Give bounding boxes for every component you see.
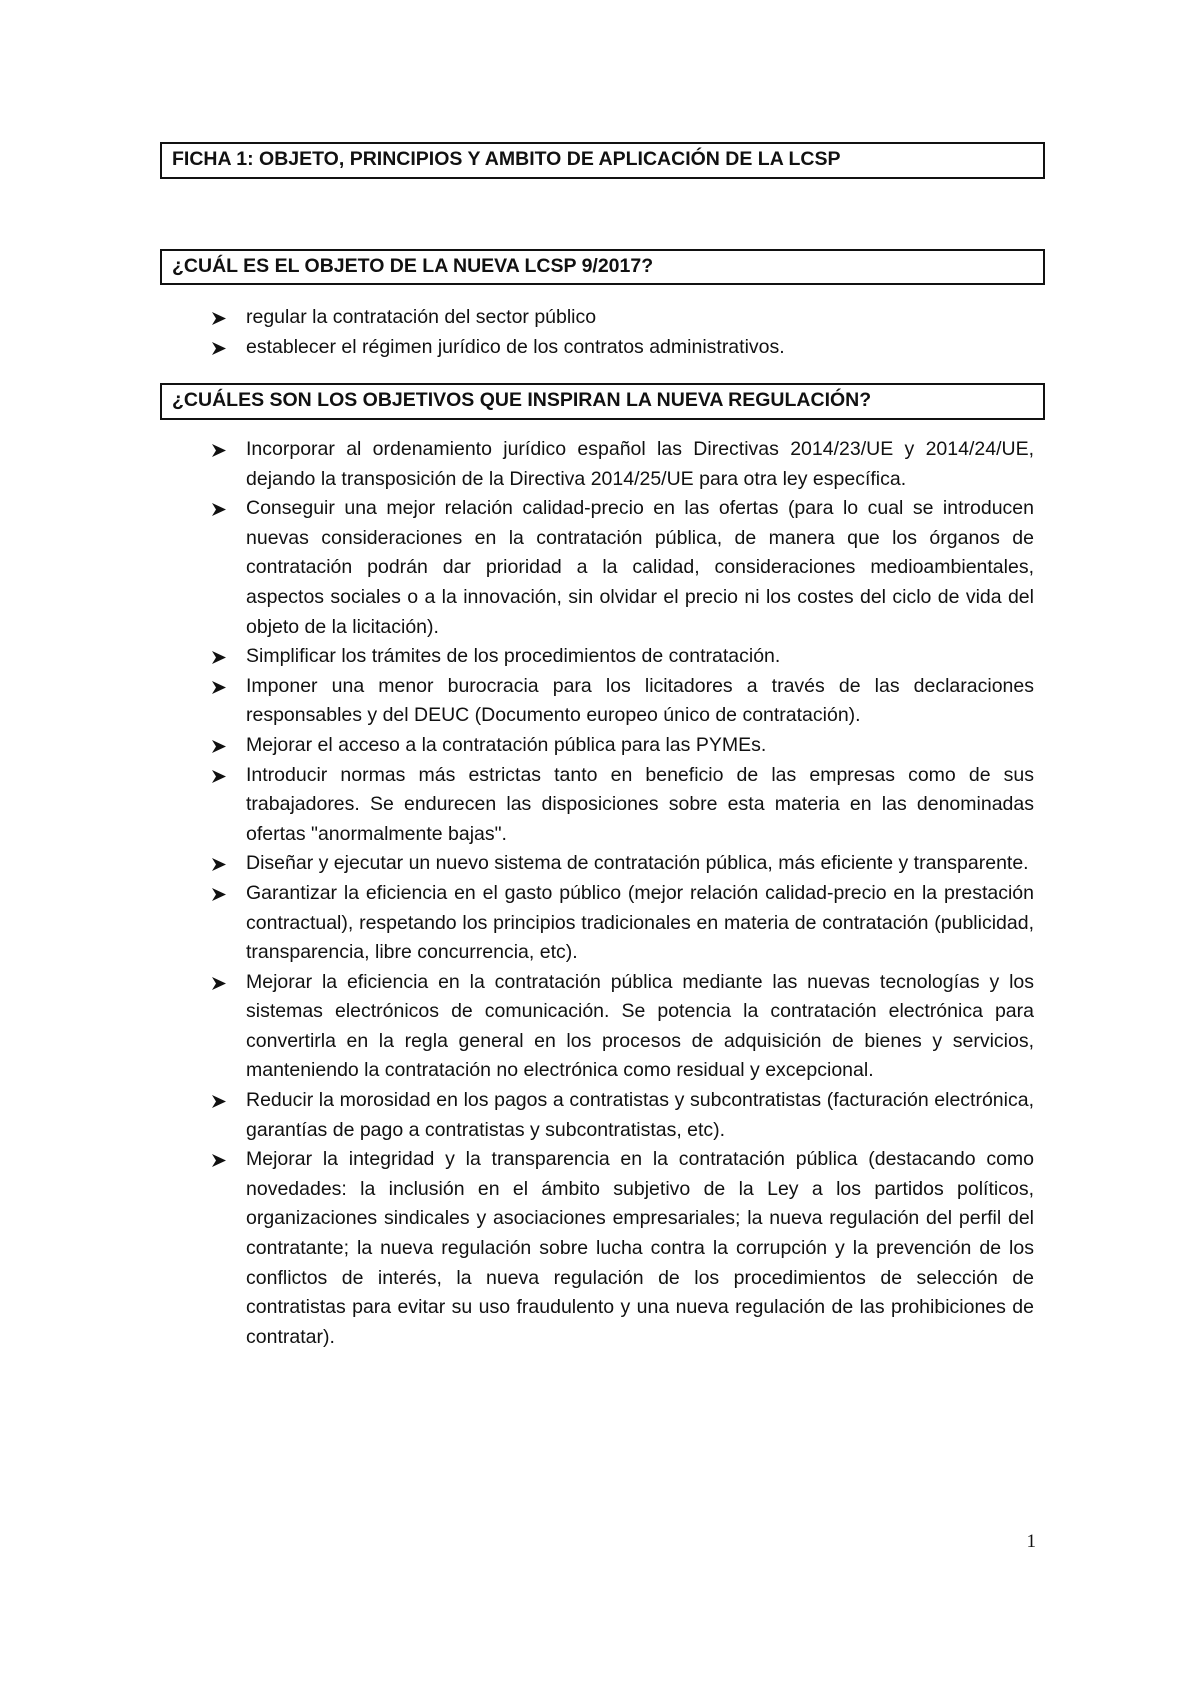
arrowhead-bullet-icon bbox=[212, 312, 226, 325]
list-item bbox=[212, 642, 1034, 672]
ficha-title-box: FICHA 1: OBJETO, PRINCIPIOS Y AMBITO DE APLICACIÓN DE LA LCSP bbox=[160, 142, 1045, 179]
arrowhead-bullet-icon bbox=[212, 740, 226, 753]
list-item bbox=[212, 849, 1034, 879]
objeto-question-box: ¿CUÁL ES EL OBJETO DE LA NUEVA LCSP 9/2017? bbox=[160, 249, 1045, 285]
arrowhead-bullet-icon bbox=[212, 503, 226, 516]
list-item-text: Incorporar al ordenamiento jurídico español las Directivas 2014/23/UE y 2014/24/UE, dejando la transposición de la Directiva 2014/25/UE para otra ley específica. bbox=[246, 438, 1034, 490]
list-item-text: Mejorar la eficiencia en la contratación pública mediante las nuevas tecnologías y los sistemas electrónicos de comunicación. Se potencia la contratación electrónica para convertirla en la regla general en los procesos de adquisición de bienes y servicios, manteniendo la contratación no electrónica como residual y excepcional. bbox=[246, 970, 1034, 1082]
list-item bbox=[212, 1145, 1034, 1352]
list-item-text: Mejorar el acceso a la contratación pública para las PYMEs. bbox=[246, 733, 767, 756]
list-item-text: Introducir normas más estrictas tanto en beneficio de las empresas como de sus trabajadores. Se endurecen las disposiciones sobre esta materia en las denominadas ofertas "anormalmente bajas". bbox=[246, 763, 1034, 845]
list-item bbox=[212, 333, 1034, 363]
list-item bbox=[212, 968, 1034, 1086]
list-item-text: Diseñar y ejecutar un nuevo sistema de contratación pública, más eficiente y transparente. bbox=[246, 852, 1029, 875]
list-item-text: establecer el régimen jurídico de los contratos administrativos. bbox=[246, 335, 785, 358]
arrowhead-bullet-icon bbox=[212, 858, 226, 871]
list-item bbox=[212, 879, 1034, 968]
list-item bbox=[212, 494, 1034, 642]
objetivos-list bbox=[212, 435, 1034, 1352]
arrowhead-bullet-icon bbox=[212, 770, 226, 783]
list-item bbox=[212, 1086, 1034, 1145]
arrowhead-bullet-icon bbox=[212, 444, 226, 457]
arrowhead-bullet-icon bbox=[212, 1095, 226, 1108]
list-item bbox=[212, 672, 1034, 731]
list-item-text: Mejorar la integridad y la transparencia en la contratación pública (destacando como novedades: la inclusión en el ámbito subjetivo de la Ley a los partidos políticos, organizaciones sindicales y asociaciones empresariales; la nueva regulación del perfil del contratante; la nueva regulación sobre lucha contra la corrupción y la prevención de los conflictos de interés, la nueva regulación de los procedimientos de selección de contratistas para evitar su uso fraudulento y una nueva regulación de las prohibiciones de contratar). bbox=[246, 1148, 1034, 1348]
objeto-list bbox=[212, 303, 1034, 362]
list-item-text: Garantizar la eficiencia en el gasto público (mejor relación calidad-precio en la prestación contractual), respetando los principios tradicionales en materia de contratación (publicidad, transparencia, libre concurrencia, etc). bbox=[246, 881, 1034, 964]
list-item bbox=[212, 761, 1034, 850]
arrowhead-bullet-icon bbox=[212, 651, 226, 664]
arrowhead-bullet-icon bbox=[212, 1154, 226, 1167]
list-item-text: Reducir la morosidad en los pagos a contratistas y subcontratistas (facturación electrónica, garantías de pago a contratistas y subcontratistas, etc). bbox=[246, 1089, 1034, 1141]
list-item-text: Simplificar los trámites de los procedimientos de contratación. bbox=[246, 645, 781, 668]
list-item-text: regular la contratación del sector público bbox=[246, 306, 597, 328]
list-item bbox=[212, 731, 1034, 761]
list-item bbox=[212, 303, 1034, 333]
arrowhead-bullet-icon bbox=[212, 977, 226, 990]
page-number: 1 bbox=[1026, 1531, 1036, 1552]
arrowhead-bullet-icon bbox=[212, 681, 226, 694]
list-item bbox=[212, 435, 1034, 494]
list-item-text: Conseguir una mejor relación calidad-precio en las ofertas (para lo cual se introducen nuevas consideraciones en la contratación pública, de manera que los órganos de contratación podrán dar prioridad a la calidad, consideraciones medioambientales, aspectos sociales o a la innovación, sin olvidar el precio ni los costes del ciclo de vida del objeto de la licitación). bbox=[246, 497, 1034, 638]
arrowhead-bullet-icon bbox=[212, 888, 226, 901]
list-item-text: Imponer una menor burocracia para los licitadores a través de las declaraciones responsables y del DEUC (Documento europeo único de contratación). bbox=[246, 674, 1034, 727]
arrowhead-bullet-icon bbox=[212, 342, 226, 355]
objetivos-question-box: ¿CUÁLES SON LOS OBJETIVOS QUE INSPIRAN LA NUEVA REGULACIÓN? bbox=[160, 383, 1045, 420]
